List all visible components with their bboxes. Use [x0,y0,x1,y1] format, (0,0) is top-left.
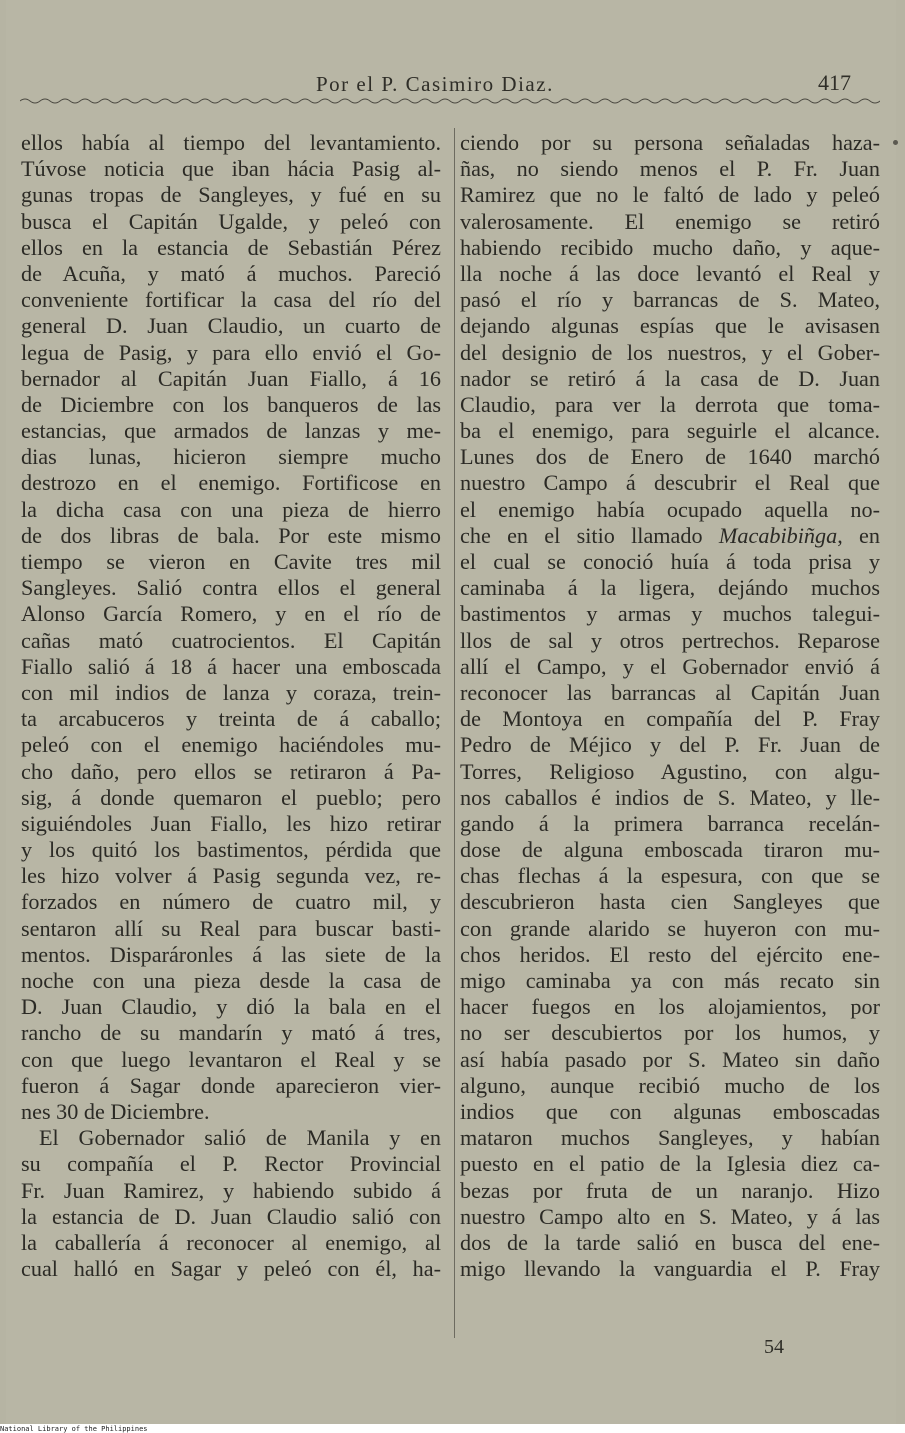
text-line: ba el enemigo, para seguirle el alcance. [460,418,880,444]
text-line: nes 30 de Diciembre. [21,1098,210,1124]
text-line: con grande alarido se huyeron con mu- [460,915,880,941]
text-line: chos heridos. El resto del ejército ene- [460,941,880,967]
text-line: che en el sitio llamado Macabibiñga, en [460,522,880,548]
text-line: noche con una pieza desde la casa de [21,968,441,993]
text-line: ta arcabuceros y treinta de á caballo; [21,706,441,732]
text-line: sig, á donde quemaron el pueblo; pero [21,784,441,810]
text-line: Sangleyes. Salió contra ellos el general [21,575,441,601]
text-line: fueron á Sagar donde aparecieron vier- [21,1072,441,1098]
text-line: mentos. Disparáronles á las siete de la [21,941,441,967]
text-line: de Diciembre con los banqueros de las [21,391,441,417]
text-line: de Montoya en compañía del P. Fray [460,706,880,732]
text-line: dejando algunas espías que le avisasen [460,313,880,339]
text-line: peleó con el enemigo haciéndoles mu- [21,732,441,758]
text-line: bernador al Capitán Juan Fiallo, á 16 [21,365,441,391]
text-line: ciendo por su persona señaladas haza- [460,130,880,155]
printer-signature-mark: 54 [764,1336,784,1358]
text-line: migo caminaba ya con más recato sin [460,968,880,993]
text-line: la dicha casa con una pieza de hierro [21,496,441,522]
text-line: y los quitó los bastimentos, pérdida que [21,837,441,863]
text-line: busca el Capitán Ugalde, y peleó con [21,208,441,234]
text-line: forzados en número de cuatro mil, y [21,889,441,915]
text-line: rancho de su mandarín y mató á tres, [21,1020,441,1046]
page-number: 417 [818,70,851,95]
text-line: migo llevando la vanguardia el P. Fray [460,1256,880,1282]
text-line: bastimentos y armas y muchos talegui- [460,601,880,627]
text-line: de dos libras de bala. Por este mismo [21,522,441,548]
text-line: mataron muchos Sangleyes, y habían [460,1125,880,1151]
ornamental-rule [20,97,880,105]
text-line: puesto en el patio de la Iglesia diez ca- [460,1151,880,1177]
text-line: habiendo recibido mucho daño, y aque- [460,234,880,260]
text-line: indios que con algunas emboscadas [460,1098,880,1124]
text-line: con que luego levantaron el Real y se [21,1046,441,1072]
text-line: cual halló en Sagar y peleó con él, ha- [21,1256,441,1282]
running-head: Por el P. Casimiro Diaz. [316,72,554,96]
text-line: descubrieron hasta cien Sangleyes que [460,889,880,915]
text-line: les hizo volver á Pasig segunda vez, re- [21,863,441,889]
text-line: valerosamente. El enemigo se retiró [460,208,880,234]
text-line: nuestro Campo á descubrir el Real que [460,470,880,496]
text-line: nador se retiró á la casa de D. Juan [460,365,880,391]
text-line: Alonso García Romero, y en el río de [21,601,441,627]
text-line: gando á la primera barranca recelán- [460,810,880,836]
text-line: la caballería á reconocer al enemigo, al [21,1229,441,1255]
text-line: Lunes dos de Enero de 1640 marchó [460,444,880,470]
text-line: dias lunas, hicieron siempre mucho [21,444,441,470]
text-line: ellos había al tiempo del levantamiento. [21,130,441,155]
ink-speck [893,140,898,145]
text-line: Claudio, para ver la derrota que toma- [460,391,880,417]
text-line: allí el Campo, y el Gobernador envió á [460,653,880,679]
text-line: Torres, Religioso Agustino, con algu- [460,758,880,784]
text-line: dose de alguna emboscada tiraron mu- [460,837,880,863]
text-line: la estancia de D. Juan Claudio salió con [21,1203,441,1229]
text-line: general D. Juan Claudio, un cuarto de [21,313,441,339]
text-line: destrozo en el enemigo. Fortificose en [21,470,441,496]
text-line: siguiéndoles Juan Fiallo, les hizo retirar [21,810,441,836]
text-line: pasó el río y barrancas de S. Mateo, [460,287,880,313]
text-line: Ramirez que no le faltó de lado y peleó [460,182,880,208]
text-line: del designio de los nuestros, y el Gober- [460,339,880,365]
text-line: el cual se conoció huía á toda prisa y [460,549,880,574]
library-credit: National Library of the Philippines [0,1425,148,1433]
text-line: el enemigo había ocupado aquella no- [460,496,880,522]
text-line: Fr. Juan Ramirez, y habiendo subido á [21,1177,441,1203]
text-line: Fiallo salió á 18 á hacer una emboscada [21,653,441,679]
text-line: tiempo se vieron en Cavite tres mil [21,549,441,574]
text-line: nuestro Campo alto en S. Mateo, y á las [460,1203,880,1229]
book-page [6,0,896,1424]
text-line: ñas, no siendo menos el P. Fr. Juan [460,156,880,182]
column-divider [454,128,455,1338]
text-line: chas flechas á la espesura, con que se [460,863,880,889]
text-line: nos caballos é indios de S. Mateo, y lle- [460,784,880,810]
text-line: cañas mató cuatrocientos. El Capitán [21,627,441,653]
text-line: lla noche á las doce levantó el Real y [460,260,880,286]
text-line: llos de sal y otros pertrechos. Reparose [460,627,880,653]
place-name-italic: Macabibiñga [718,522,838,548]
text-line: ellos en la estancia de Sebastián Pérez [21,234,441,260]
text-line: Túvose noticia que iban hácia Pasig al- [21,156,441,182]
text-line: alguno, aunque recibió mucho de los [460,1072,880,1098]
text-line: no ser descubiertos por los humos, y [460,1020,880,1046]
text-line: dos de la tarde salió en busca del ene- [460,1229,880,1255]
text-line: sentaron allí su Real para buscar basti- [21,915,441,941]
text-line: D. Juan Claudio, y dió la bala en el [21,994,441,1020]
text-line: con mil indios de lanza y coraza, trein- [21,679,441,705]
text-line: así había pasado por S. Mateo sin daño [460,1046,880,1072]
text-line: hacer fuegos en los alojamientos, por [460,994,880,1020]
text-line: El Gobernador salió de Manila y en [39,1125,441,1151]
text-line: bezas por fruta de un naranjo. Hizo [460,1177,880,1203]
text-line: caminaba á la ligera, dejándo muchos [460,575,880,601]
right-column [460,130,880,1282]
text-line: reconocer las barrancas al Capitán Juan [460,679,880,705]
text-line: conveniente fortificar la casa del río del [21,287,441,313]
text-line: cho daño, pero ellos se retiraron á Pa- [21,758,441,784]
text-line: Pedro de Méjico y del P. Fr. Juan de [460,732,880,758]
text-line: estancias, que armados de lanzas y me- [21,418,441,444]
text-line: gunas tropas de Sangleyes, y fué en su [21,182,441,208]
text-line: legua de Pasig, y para ello envió el Go- [21,339,441,365]
text-line: su compañía el P. Rector Provincial [21,1151,441,1177]
text-line: de Acuña, y mató á muchos. Pareció [21,260,441,286]
left-column [21,130,441,1282]
